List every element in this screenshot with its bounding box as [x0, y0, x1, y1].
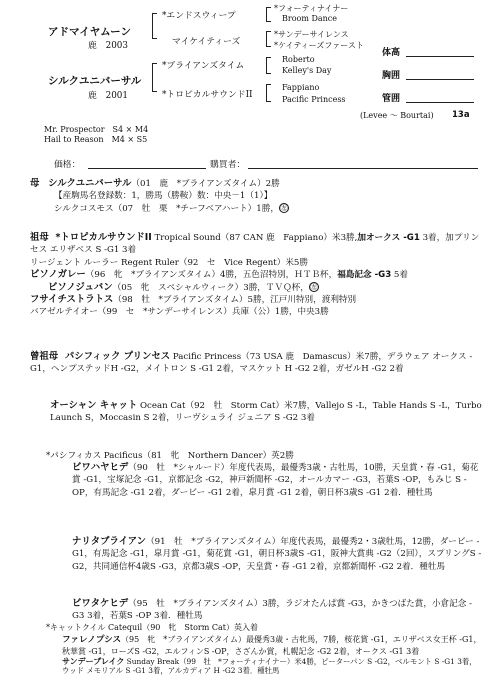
dam-section	[30, 178, 480, 215]
local-mark-icon-2: ㊧	[310, 283, 318, 292]
bracket-g3-4	[266, 84, 271, 102]
great-grandam-text: Pacific Princess（73 USA 鹿 Damascus）米7勝，デラウェア オークス -G1，ヘンプステッドH -G2，メイトロン S -G1 2着，マスケット H -G2 2着，ガゼルH -G2 2着	[30, 352, 473, 375]
bracket-g3-2	[266, 31, 271, 47]
bracket-dam	[152, 63, 157, 92]
biwa-hayahide-text: （90 牡 *シャルード）年度代表馬，最優秀3歳・古牡馬，10勝，天皇賞・春 -G1，菊花賞 -G1，宝塚記念 -G1，京都記念 -G2，神戸新聞杯 -G2，オールカマー -G3，若葉S -OP，もみじ S -OP，有馬記念 -G1 2着，ダービー -G1 2着，皐月賞 -G1 2着，朝日杯3歳S -G1 2着．種牡馬	[72, 463, 479, 498]
biwa-hayahide-name: ビワハヤヒデ	[72, 462, 129, 473]
bracket-g3-3	[266, 57, 271, 74]
grandam-line3-name: ビソノガレー	[30, 269, 86, 281]
grandam-label: 祖母	[30, 232, 49, 243]
dam-sire: *ブライアンズタイム	[162, 61, 245, 71]
g3-6: Kelley's Day	[282, 66, 332, 75]
g3-7: Fappiano	[282, 83, 320, 92]
pacificus-text: *パシフィカス Pacificus（81 牝 Northern Dancer）英2勝	[46, 451, 294, 461]
inbreed-2: Hail to Reason M4 × S5	[44, 135, 148, 144]
chest-field[interactable]	[406, 79, 474, 80]
catequil-text: *キャットクイル Catequil（90 牝 Storm Cat）英入着	[46, 623, 258, 632]
grandam-name: *トロピカルサウンドII	[55, 232, 152, 243]
grandam-rest-c: 3着，加プリンセス エリザベス S -G1 3着	[30, 233, 480, 256]
g3-2: Broom Dance	[282, 14, 338, 23]
great-grandam-name: パシフィック プリンセス	[64, 351, 171, 362]
cannon-field[interactable]	[406, 102, 474, 103]
ocean-cat-name: オーシャン キャット	[50, 400, 138, 411]
local-mark-icon: ㊧	[280, 204, 288, 213]
grandam-line4-name: ビソノジュバン	[48, 281, 113, 293]
bracket-g3-1	[266, 7, 271, 22]
grandam-section	[30, 232, 482, 319]
bracket-sire	[152, 13, 157, 39]
grandam-line3-c: 5着	[391, 270, 408, 281]
dam-name: シルクユニバーサル	[48, 75, 142, 87]
grandam-line3-bold: 福島記念 -G3	[337, 270, 392, 281]
levee-line: (Levee ～ Bourtai)	[360, 111, 434, 120]
phalaenopsis-entry	[62, 634, 482, 657]
buyer-label: 購買者：	[210, 160, 246, 170]
grandam-line5: （98 牡 *ブライアンズタイム）5勝，江戸川特別，渡利特別	[113, 295, 357, 306]
ocean-cat-text: Ocean Cat（92 牡 Storm Cat）米7勝，Vallejo S -L，Table Hands S -L，Turbo Launch S，Moccasin S 2着，リーヴシュライ ジュニア S -G2 3着	[50, 401, 482, 424]
sunday-break-text: Sunday Break（99 牡 *フォーティナイナー）米4勝，ピーターパン S -G2，ベルモント S -G1 3着，ウッド メモリアル S -G1 3着，アルカディア H -G2 3着．種牡馬	[62, 657, 477, 676]
dam-dam: *トロピカルサウンドII	[162, 90, 253, 100]
grandam-line5-name: フサイチストラトス	[30, 294, 114, 306]
g3-5: Roberto	[282, 55, 315, 64]
sire-info: 鹿 2003	[88, 41, 128, 51]
dam-info: 鹿 2001	[88, 91, 128, 101]
phalaenopsis-text: （95 牝 *ブライアンズタイム）最優秀3歳・古牝馬，7勝，桜花賞 -G1，エリザベス女王杯 -G1，秋華賞 -G1，ローズS -G2，エルフィンS -OP，さざんか賞，札幌記念 -G2 2着，オークス -G1 3着	[62, 635, 482, 656]
grandam-line4: （05 牝 スペシャルウィーク）3勝，ＴＶＱ杯，	[112, 282, 309, 293]
phalaenopsis-name: ファレノプシス	[62, 635, 122, 645]
g3-4: *ケイティーズファースト	[274, 41, 364, 50]
buyer-field[interactable]	[248, 168, 478, 169]
sire-dam: マイケイティーズ	[172, 37, 241, 47]
grandam-line2: リージェント ルーラー Regent Ruler（92 セ Vice Regent）米5勝	[30, 257, 308, 268]
pacificus-entry	[46, 450, 482, 462]
chest-label: 胸囲	[382, 71, 401, 81]
grandam-rest: Tropical Sound（87 CAN 鹿 Fappiano）米3勝,	[151, 233, 358, 243]
price-field[interactable]	[88, 168, 206, 169]
dam-label: 母	[30, 178, 40, 189]
ocean-cat-entry	[50, 400, 482, 425]
sire-name: アドマイヤムーン	[48, 26, 131, 38]
sunday-break-entry	[62, 657, 482, 676]
narita-brian-name: ナリタブライアン	[72, 536, 147, 547]
great-grandam-section	[30, 351, 482, 376]
sunday-break-name: サンデーブレイク	[62, 657, 125, 666]
inbreed-1: Mr. Prospector S4 × M4	[44, 125, 149, 134]
g3-1: *フォーティナイナー	[274, 4, 349, 13]
height-label: 体高	[382, 48, 401, 58]
g3-8: Pacific Princess	[282, 95, 346, 104]
grandam-line3: （96 牝 *ブライアンズタイム）4勝，五色沼特別，ＨＴＢ杯，	[85, 270, 338, 281]
family-number: 13a	[452, 110, 470, 120]
dam-section-name: シルクユニバーサル	[48, 178, 132, 189]
great-grandam-label: 曾祖母	[30, 351, 59, 362]
height-field[interactable]	[406, 56, 474, 57]
dam-section-line2: 【産駒馬名登録数：1，勝馬（勝鞍）数：中央－1（1）】	[54, 191, 273, 202]
g3-3: *サンデーサイレンス	[274, 30, 349, 39]
biwa-takehide-entry	[72, 598, 482, 623]
grandam-line6: バアゼルテイオー（99 セ *サンデーサイレンス）兵庫（公）1勝，中央3勝	[30, 307, 329, 318]
biwa-takehide-name: ビワタケヒデ	[72, 598, 129, 609]
dam-section-line3: シルクコスモス（07 牡 栗 *チーフベアハート）1勝，	[54, 203, 279, 214]
catequil-entry	[46, 622, 482, 634]
narita-brian-entry	[72, 536, 482, 573]
grandam-rest-bold: 加オークス -G1	[357, 233, 420, 243]
dam-section-rest: （01 鹿 *ブライアンズタイム）2勝	[131, 179, 280, 189]
biwa-takehide-text: （95 牡 *ブライアンズタイム）3勝，ラジオたんぱ賞 -G3，かきつばた賞，小倉記念 -G3 3着，若葉S -OP 3着．種牡馬	[72, 599, 472, 622]
biwa-hayahide-entry	[72, 462, 482, 499]
cannon-label: 管囲	[382, 94, 401, 104]
price-label: 価格：	[54, 160, 81, 170]
narita-brian-text: （91 牡 *ブライアンズタイム）年度代表馬，最優秀2・3歳牡馬，12勝，ダービー -G1，有馬記念 -G1，皐月賞 -G1，菊花賞 -G1，朝日杯3歳S -G1，阪神大賞典 -G2（2回），スプリングS -G2，共同通信杯4歳S -G3，京都3歳S -OP，天皇賞・春 -G1 2着，京都新聞杯 -G2 2着．種牡馬	[72, 537, 482, 572]
sire-sire: *エンドスウィープ	[162, 11, 236, 21]
